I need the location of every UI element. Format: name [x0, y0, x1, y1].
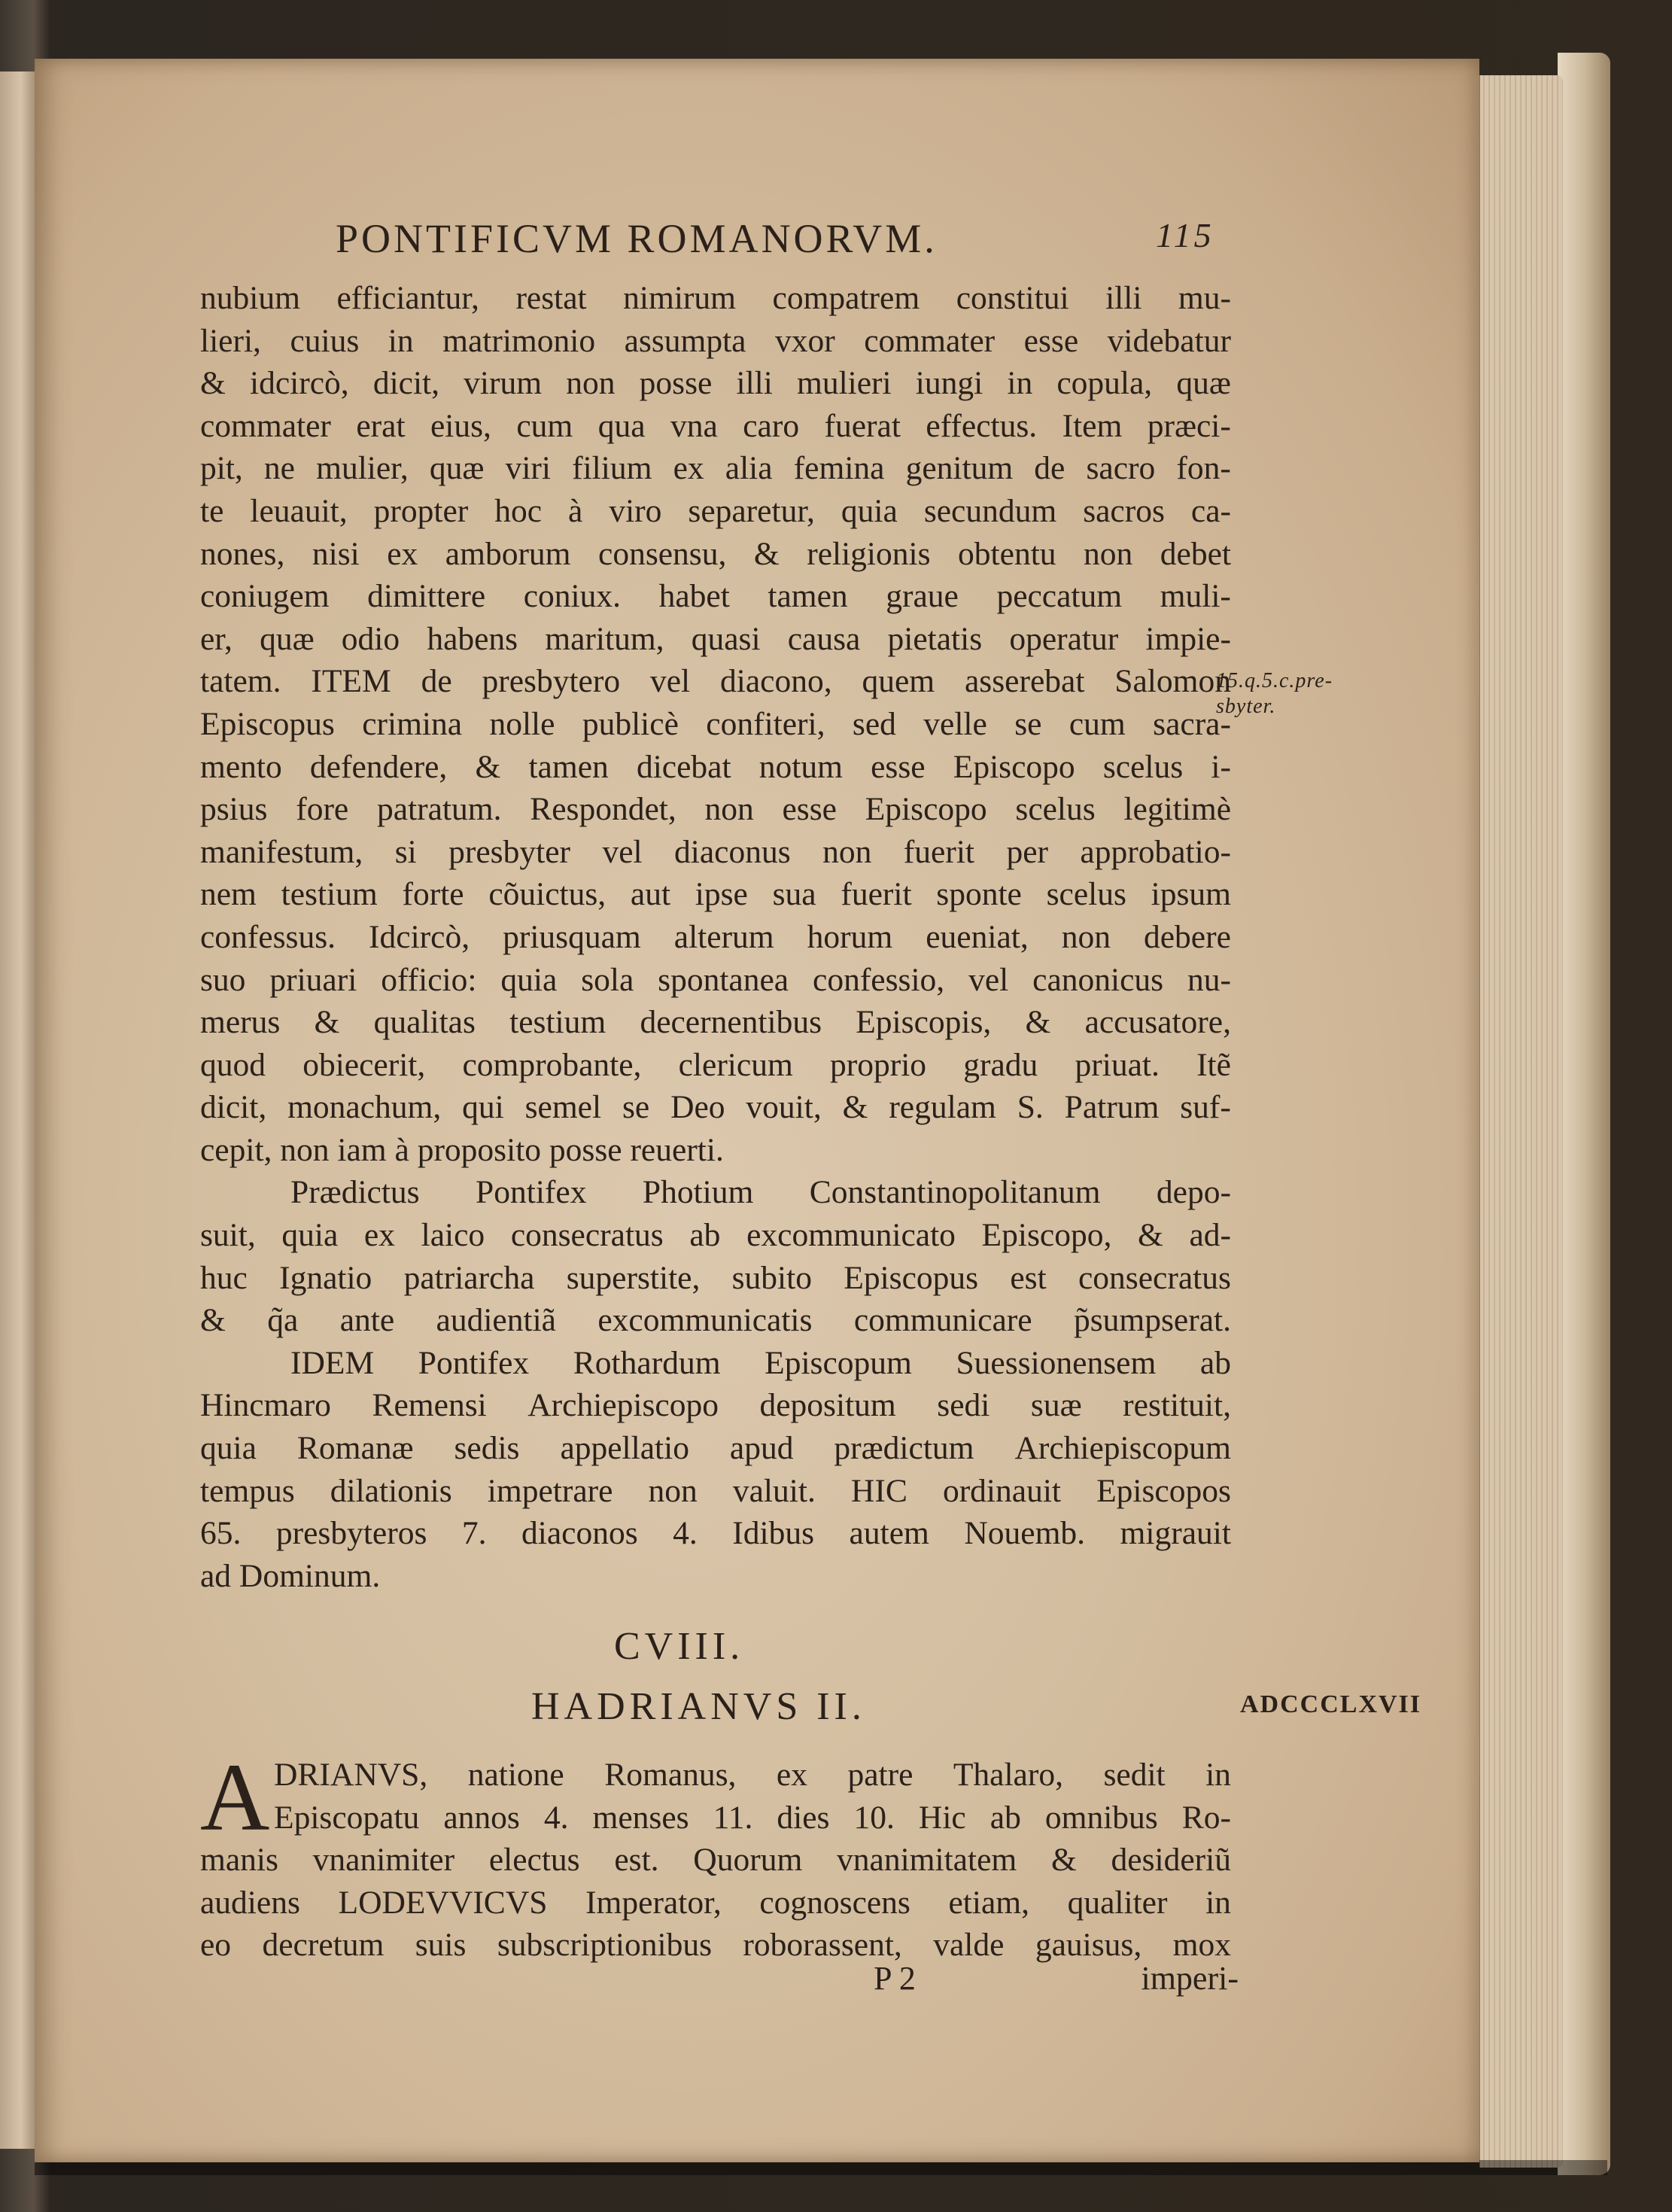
- main-text: [200, 277, 1231, 1597]
- text-line: 65. presbyteros 7. diaconos 4. Idibus autem Nouemb. migrauit: [200, 1515, 1231, 1552]
- text-line: manifestum, si presbyter vel diaconus non fuerit per approbatio-: [200, 833, 1231, 870]
- text-line: coniugem dimittere coniux. habet tamen graue peccatum muli-: [200, 578, 1231, 615]
- left-page-edge: [0, 72, 36, 2149]
- signature-mark: P 2: [874, 1960, 916, 1997]
- text-line: quod obiecerit, comprobante, clericum proprio gradu priuat. Itẽ: [200, 1046, 1231, 1083]
- text-line: mento defendere, & tamen dicebat notum esse Episcopo scelus i-: [200, 748, 1231, 785]
- marginal-note: [1216, 668, 1397, 720]
- text-line: cepit, non iam à proposito posse reuerti.: [200, 1131, 724, 1168]
- text-line: audiens LODEVVICVS Imperator, cognoscens etiam, qualiter in: [200, 1884, 1231, 1921]
- text-line: Episcopatu annos 4. menses 11. dies 10. Hic ab omnibus Ro-: [274, 1799, 1231, 1836]
- running-title: PONTIFICVM ROMANORVM.: [336, 216, 938, 261]
- marginal-note-line: 15.q.5.c.pre-: [1216, 669, 1333, 692]
- text-line: confessus. Idcircò, priusquam alterum horum eueniat, non debere: [200, 918, 1231, 955]
- text-line: nones, nisi ex amborum consensu, & religionis obtentu non debet: [200, 535, 1231, 572]
- text-line: manis vnanimiter electus est. Quorum vnanimitatem & desideriũ: [200, 1842, 1231, 1879]
- text-line: pit, ne mulier, quæ viri filium ex alia femina genitum de sacro fon-: [200, 450, 1231, 487]
- text-line: merus & qualitas testium decernentibus Episcopis, & accusatore,: [200, 1004, 1231, 1041]
- text-line: nem testium forte cõuictus, aut ipse sua fuerit sponte scelus ipsum: [200, 876, 1231, 913]
- text-line: suo priuari officio: quia sola spontanea confessio, vel canonicus nu-: [200, 961, 1231, 998]
- text-line: tatem. ITEM de presbytero vel diacono, quem asserebat Salomon: [200, 663, 1231, 700]
- text-line: suit, quia ex laico consecratus ab excommunicato Episcopo, & ad-: [200, 1217, 1231, 1254]
- text-line: tempus dilationis impetrare non valuit. HIC ordinauit Episcopos: [200, 1472, 1231, 1509]
- text-line: te leuauit, propter hoc à viro separetur, quia secundum sacros ca-: [200, 492, 1231, 529]
- text-line: eo decretum suis subscriptionibus roborassent, valde gauisus, mox: [200, 1927, 1231, 1964]
- chapter-title: HADRIANVS II.: [531, 1685, 866, 1728]
- page-block-edges: [1479, 75, 1563, 2168]
- text-line: quia Romanæ sedis appellatio apud prædictum Archiepiscopum: [200, 1430, 1231, 1467]
- page-shadow: [35, 2160, 1607, 2175]
- text-line: IDEM Pontifex Rothardum Episcopum Suessionensem ab: [290, 1344, 1231, 1381]
- chapter-number: CVIII.: [614, 1625, 745, 1668]
- text-line: huc Ignatio patriarcha superstite, subito Episcopus est consecratus: [200, 1259, 1231, 1296]
- text-line: lieri, cuius in matrimonio assumpta vxor commater esse videbatur: [200, 322, 1231, 359]
- text-line: & idcircò, dicit, virum non posse illi mulieri iungi in copula, quæ: [200, 365, 1231, 402]
- text-line: ad Dominum.: [200, 1557, 381, 1594]
- text-line: commater erat eius, cum qua vna caro fuerat effectus. Item præci-: [200, 407, 1231, 444]
- running-head: [336, 215, 1239, 268]
- marginal-note-line: sbyter.: [1216, 695, 1276, 718]
- folio-number: 115: [1156, 216, 1214, 254]
- text-line: Episcopus crimina nolle publicè confiteri, sed velle se cum sacra-: [200, 705, 1231, 742]
- marginal-year: ADCCCLXVII: [1240, 1690, 1422, 1718]
- text-line: DRIANVS, natione Romanus, ex patre Thalaro, sedit in: [274, 1757, 1231, 1793]
- text-line: psius fore patratum. Respondet, non esse Episcopo scelus legitimè: [200, 791, 1231, 828]
- text-line: Prædictus Pontifex Photium Constantinopolitanum depo-: [290, 1174, 1231, 1211]
- text-line: & q̃a ante audientiã excommunicatis communicare p̃sumpserat.: [200, 1302, 1231, 1339]
- page: [35, 59, 1479, 2162]
- drop-initial: A: [200, 1744, 270, 1851]
- catchword: imperi-: [1141, 1960, 1239, 1997]
- text-line: Hincmaro Remensi Archiepiscopo depositum sedi suæ restituit,: [200, 1387, 1231, 1424]
- chapter-text: [200, 1744, 1231, 1967]
- text-line: er, quæ odio habens maritum, quasi causa pietatis operatur impie-: [200, 620, 1231, 657]
- text-line: dicit, monachum, qui semel se Deo vouit, & regulam S. Patrum suf-: [200, 1089, 1231, 1126]
- book-cover-edge: [1558, 53, 1610, 2175]
- text-line: nubium efficiantur, restat nimirum compatrem constitui illi mu-: [200, 280, 1231, 316]
